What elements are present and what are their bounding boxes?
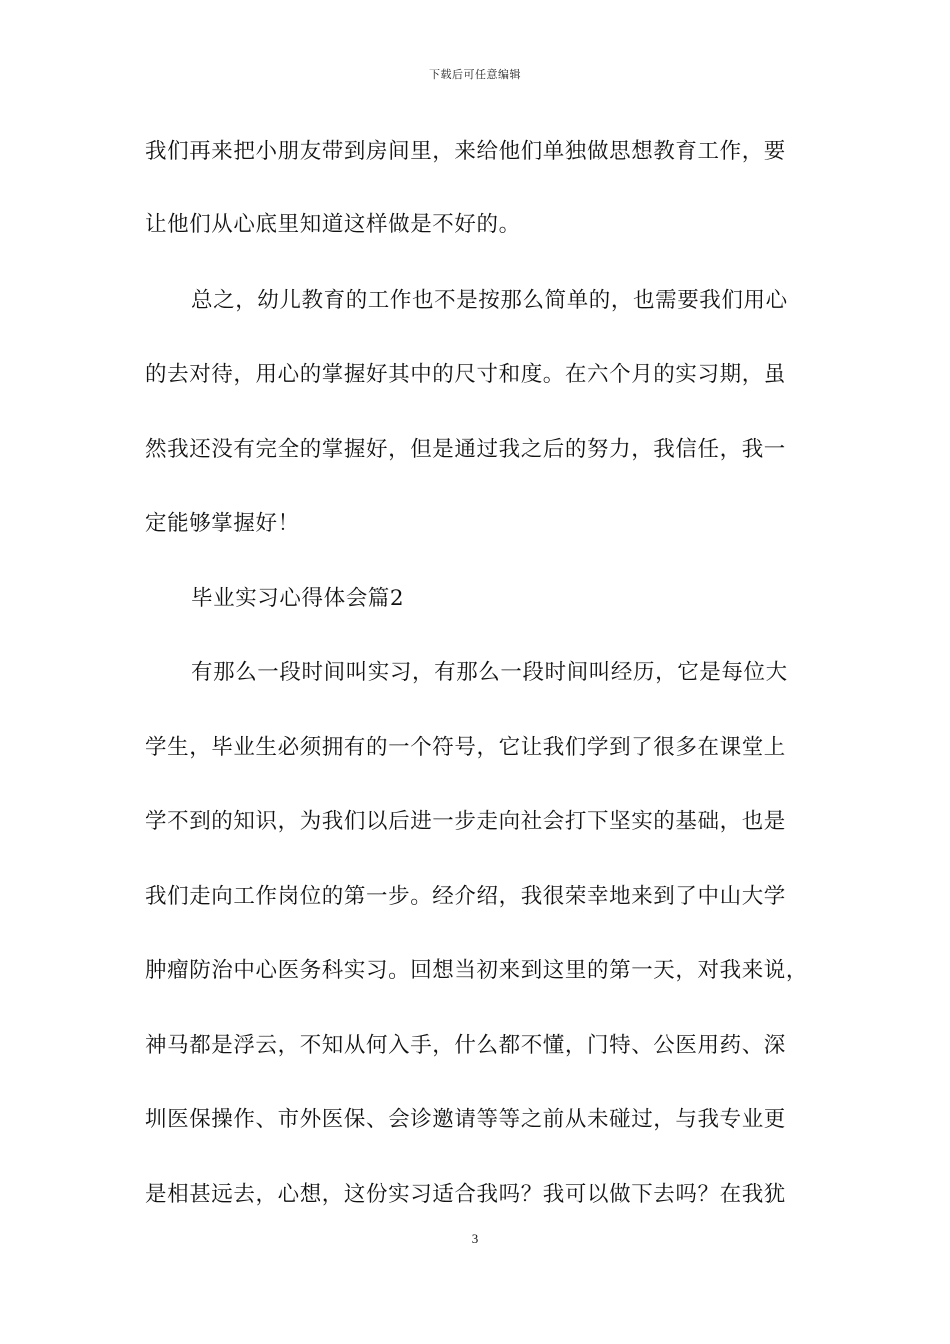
body-line: 我们再来把小朋友带到房间里，来给他们单独做思想教育工作，要 bbox=[145, 139, 786, 164]
page-header: 下载后可任意编辑 bbox=[429, 68, 521, 81]
body-line: 我们走向工作岗位的第一步。经介绍，我很荣幸地来到了中山大学 bbox=[145, 884, 786, 909]
body-line: 学不到的知识，为我们以后进一步走向社会打下坚实的基础，也是 bbox=[145, 809, 786, 834]
body-line: 让他们从心底里知道这样做是不好的。 bbox=[145, 212, 521, 237]
body-line: 是相甚远去，心想，这份实习适合我吗？我可以做下去吗？在我犹 bbox=[145, 1182, 786, 1207]
paragraph-start-line: 总之，幼儿教育的工作也不是按那么简单的，也需要我们用心 bbox=[191, 288, 788, 313]
section-heading: 毕业实习心得体会篇2 bbox=[191, 586, 405, 611]
body-line: 定能够掌握好！ bbox=[145, 511, 300, 536]
body-line: 的去对待，用心的掌握好其中的尺寸和度。在六个月的实习期，虽 bbox=[145, 362, 786, 387]
body-line: 圳医保操作、市外医保、会诊邀请等等之前从未碰过，与我专业更 bbox=[145, 1107, 786, 1132]
page-number: 3 bbox=[471, 1231, 479, 1246]
body-line: 神马都是浮云，不知从何入手，什么都不懂，门特、公医用药、深 bbox=[145, 1033, 786, 1058]
paragraph-start-line: 有那么一段时间叫实习，有那么一段时间叫经历，它是每位大 bbox=[191, 660, 788, 685]
body-line: 肿瘤防治中心医务科实习。回想当初来到这里的第一天，对我来说， bbox=[145, 958, 809, 983]
body-line: 然我还没有完全的掌握好，但是通过我之后的努力，我信任，我一 bbox=[145, 437, 786, 462]
body-line: 学生，毕业生必须拥有的一个符号，它让我们学到了很多在课堂上 bbox=[145, 735, 786, 760]
